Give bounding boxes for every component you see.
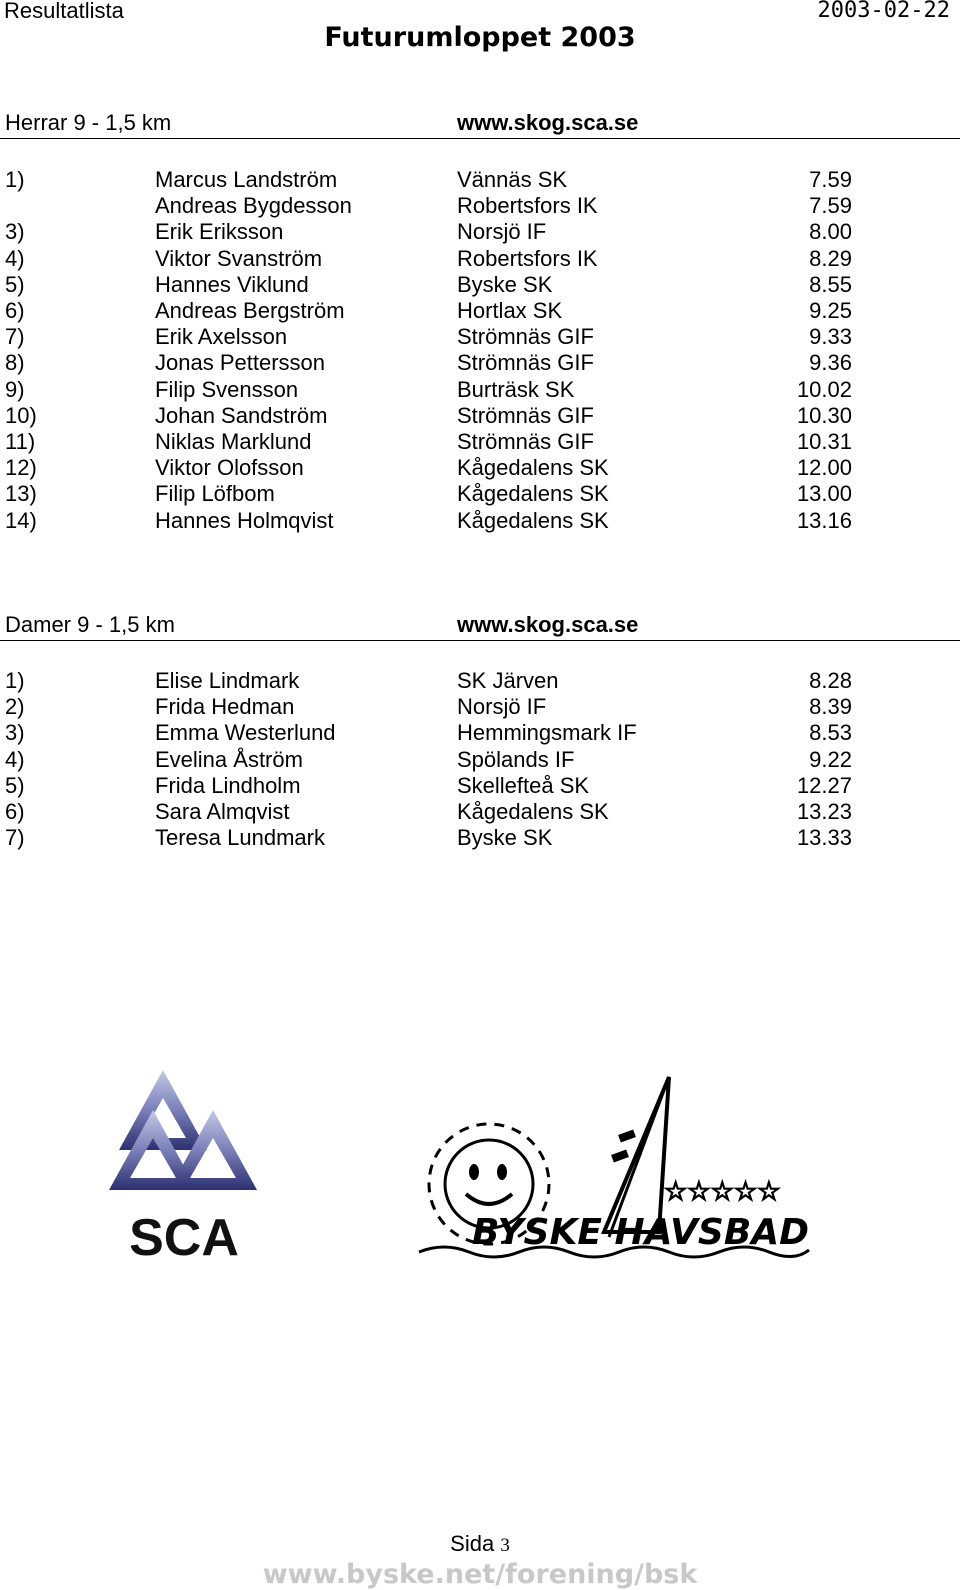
section-title: Damer 9 - 1,5 km: [5, 612, 175, 637]
result-time: 13.23: [796, 799, 852, 824]
result-name: Elise Lindmark: [155, 668, 300, 693]
result-row: [0, 219, 960, 245]
result-place: 4): [5, 746, 25, 772]
result-name: Filip Löfbom: [155, 481, 275, 507]
result-name: Evelina Åström: [155, 746, 303, 772]
section-header-damer: [0, 612, 960, 641]
byske-havsbad-logo: [414, 1072, 814, 1262]
section-url-link[interactable]: www.skog.sca.se: [457, 110, 639, 135]
result-club: Kågedalens SK: [457, 481, 609, 507]
result-row: [0, 298, 960, 324]
page-number-value: 3: [500, 1535, 510, 1556]
result-place: 4): [5, 245, 25, 271]
result-row: [0, 324, 960, 350]
result-name: Niklas Marklund: [155, 429, 312, 454]
result-name: Andreas Bergström: [155, 298, 345, 323]
result-row: [0, 246, 960, 272]
result-time: 7.59: [809, 167, 852, 192]
result-name: Jonas Pettersson: [155, 350, 325, 376]
result-row: [0, 720, 960, 746]
result-club: Kågedalens SK: [457, 799, 609, 824]
result-place: 1): [5, 668, 25, 693]
result-place: 7): [5, 825, 25, 851]
result-club: Strömnäs GIF: [457, 324, 594, 350]
result-club: Robertsfors IK: [457, 193, 598, 219]
result-place: 1): [5, 167, 25, 192]
result-club: Byske SK: [457, 271, 553, 297]
result-place: 6): [5, 298, 25, 323]
result-name: Viktor Svanström: [155, 245, 323, 271]
result-place: 12): [5, 455, 37, 481]
result-row: [0, 799, 960, 825]
result-place: 5): [5, 271, 25, 297]
result-row: [0, 350, 960, 376]
result-name: Hannes Holmqvist: [155, 507, 334, 533]
result-time: 8.39: [809, 694, 852, 720]
result-row: [0, 429, 960, 455]
document-date: 2003-02-22: [817, 0, 950, 23]
result-time: 8.53: [809, 720, 852, 746]
result-place: 14): [5, 507, 37, 533]
page-label: Sida: [450, 1531, 495, 1556]
result-row: [0, 508, 960, 534]
sca-logo-text: SCA: [129, 1209, 239, 1265]
result-name: Johan Sandström: [155, 402, 328, 428]
result-time: 9.25: [809, 298, 852, 323]
result-name: Sara Almqvist: [155, 799, 290, 824]
result-row: [0, 455, 960, 481]
result-time: 13.33: [796, 825, 852, 851]
result-name: Frida Lindholm: [155, 772, 301, 798]
result-place: 3): [5, 720, 25, 746]
result-time: 8.29: [809, 245, 852, 271]
result-name: Andreas Bygdesson: [155, 193, 352, 219]
result-place: 9): [5, 376, 25, 402]
result-place: 8): [5, 350, 25, 376]
result-time: 9.33: [809, 324, 852, 350]
result-club: Burträsk SK: [457, 376, 575, 402]
result-time: 13.00: [796, 481, 852, 507]
result-club: Norsjö IF: [457, 219, 547, 245]
result-time: 8.55: [809, 271, 852, 297]
result-time: 10.31: [796, 429, 852, 454]
footer-url-link[interactable]: www.byske.net/forening/bsk: [262, 1559, 698, 1590]
result-row: [0, 694, 960, 720]
result-name: Viktor Olofsson: [155, 455, 304, 481]
page-number: [0, 1531, 960, 1557]
result-club: Byske SK: [457, 825, 553, 851]
result-row: [0, 377, 960, 403]
result-club: Spölands IF: [457, 746, 575, 772]
result-place: 5): [5, 772, 25, 798]
result-name: Hannes Viklund: [155, 271, 309, 297]
byske-logo-text: BYSKE HAVSBAD !: [472, 1212, 814, 1253]
result-name: Teresa Lundmark: [155, 825, 325, 851]
section-title: Herrar 9 - 1,5 km: [5, 110, 172, 135]
result-row: [0, 747, 960, 773]
result-club: Robertsfors IK: [457, 245, 598, 271]
result-name: Marcus Landström: [155, 167, 338, 192]
result-time: 10.02: [796, 376, 852, 402]
result-row: [0, 193, 960, 219]
result-time: 12.27: [796, 772, 852, 798]
result-club: Kågedalens SK: [457, 455, 609, 481]
document-label: Resultatlista: [4, 0, 124, 23]
section-url-link[interactable]: www.skog.sca.se: [457, 612, 639, 637]
result-place: 6): [5, 799, 25, 824]
result-place: 3): [5, 219, 25, 245]
result-club: Skellefteå SK: [457, 772, 590, 798]
result-club: Vännäs SK: [457, 167, 568, 192]
result-row: [0, 668, 960, 694]
result-time: 7.59: [809, 193, 852, 219]
section-header-herrar: [0, 110, 960, 139]
result-time: 9.22: [809, 746, 852, 772]
result-time: 12.00: [796, 455, 852, 481]
result-name: Erik Eriksson: [155, 219, 284, 245]
result-place: 11): [5, 429, 36, 454]
result-name: Erik Axelsson: [155, 324, 288, 350]
result-row: [0, 167, 960, 193]
result-place: 7): [5, 324, 25, 350]
result-club: Strömnäs GIF: [457, 402, 594, 428]
result-club: Strömnäs GIF: [457, 350, 594, 376]
result-row: [0, 481, 960, 507]
result-row: [0, 825, 960, 851]
result-place: 10): [5, 402, 37, 428]
result-row: [0, 272, 960, 298]
result-club: Norsjö IF: [457, 694, 547, 720]
result-time: 8.28: [809, 668, 852, 693]
result-row: [0, 773, 960, 799]
sca-logo: [100, 1065, 270, 1265]
result-time: 9.36: [809, 350, 852, 376]
result-place: 13): [5, 481, 37, 507]
result-name: Emma Westerlund: [155, 720, 336, 746]
page-title: Futurumloppet 2003: [324, 22, 636, 53]
result-time: 13.16: [796, 507, 852, 533]
result-time: 8.00: [809, 219, 852, 245]
stars-icon: ☆☆☆☆☆: [664, 1177, 781, 1207]
result-name: Frida Hedman: [155, 694, 295, 720]
result-time: 10.30: [796, 402, 852, 428]
result-place: 2): [5, 694, 25, 720]
result-row: [0, 403, 960, 429]
result-club: Hortlax SK: [457, 298, 563, 323]
result-club: SK Järven: [457, 668, 559, 693]
result-club: Kågedalens SK: [457, 507, 609, 533]
result-name: Filip Svensson: [155, 376, 299, 402]
result-club: Strömnäs GIF: [457, 429, 594, 454]
result-club: Hemmingsmark IF: [457, 720, 637, 746]
